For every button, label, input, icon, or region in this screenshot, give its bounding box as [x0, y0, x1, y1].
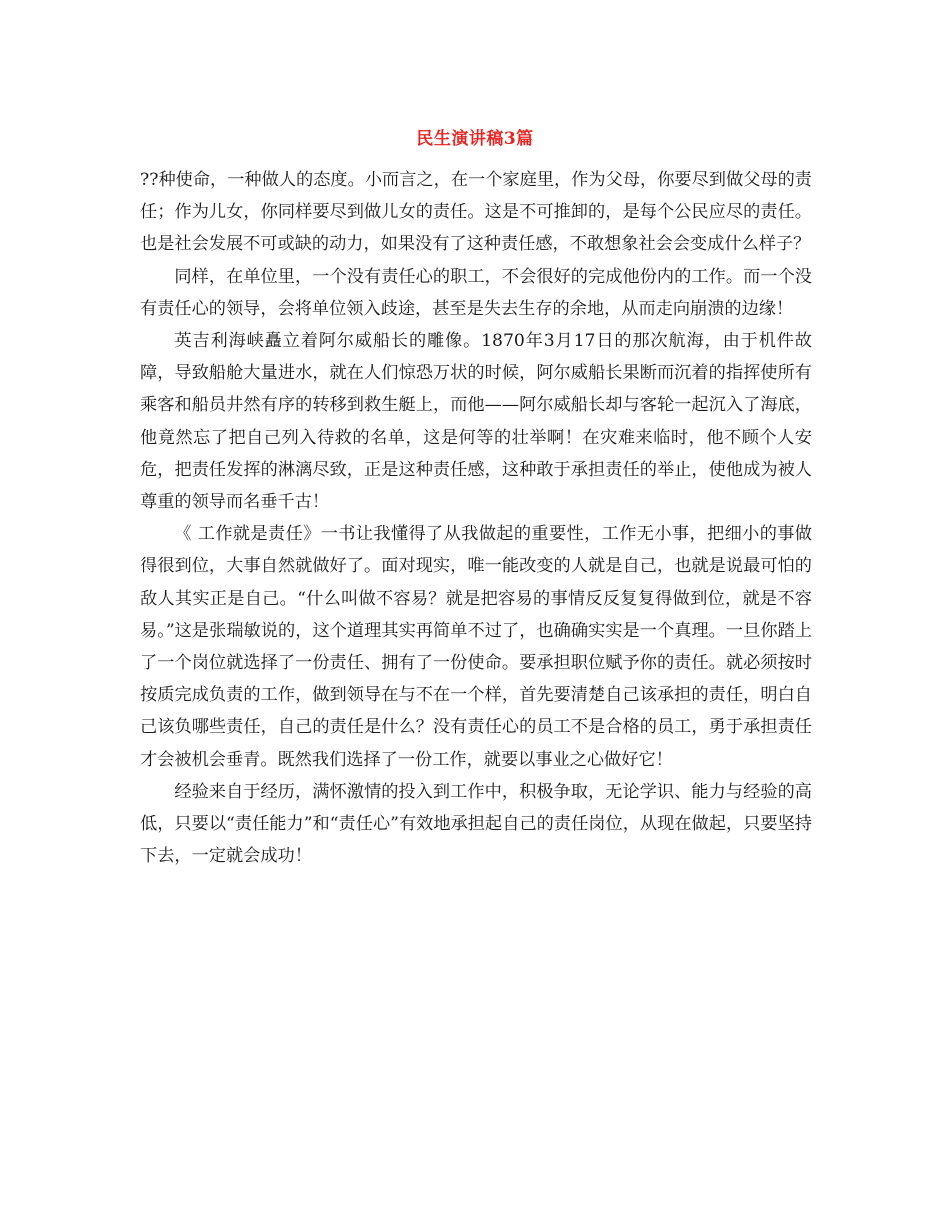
- paragraph: 同样，在单位里，一个没有责任心的职工，不会很好的完成他份内的工作。而一个没有责任心的领导，会将单位领入歧途，甚至是失去生存的余地，从而走向崩溃的边缘！: [140, 266, 812, 319]
- paragraph: 英吉利海峡矗立着阿尔威船长的雕像。1870年3月17日的那次航海，由于机件故障，导致船舱大量进水，就在人们惊恐万状的时候，阿尔威船长果断而沉着的指挥使所有乘客和船员井然有序的转移到救生艇上，而他——阿尔威船长却与客轮一起沉入了海底，他竟然忘了把自己列入待救的名单，这是何等的壮举啊！在灾难来临时，他不顾个人安危，把责任发挥的淋漓尽致，正是这种责任感，这种敢于承担责任的举止，使他成为被人尊重的领导而名垂千古！: [140, 331, 812, 513]
- document-title: 民生演讲稿3篇: [416, 129, 534, 149]
- paragraph: ??种使命，一种做人的态度。小而言之，在一个家庭里，作为父母，你要尽到做父母的责任；作为儿女，你同样要尽到做儿女的责任。这是不可推卸的，是每个公民应尽的责任。也是社会发展不可或缺的动力，如果没有了这种责任感，不敢想象社会会变成什么样子？: [140, 170, 812, 255]
- paragraph: 经验来自于经历，满怀激情的投入到工作中，积极争取，无论学识、能力与经验的高低，只要以“责任能力”和“责任心”有效地承担起自己的责任岗位，从现在做起，只要坚持下去，一定就会成功！: [140, 781, 812, 867]
- document-body: [140, 164, 812, 872]
- paragraph: 《 工作就是责任》一书让我懂得了从我做起的重要性，工作无小事，把细小的事做得很到位，大事自然就做好了。面对现实，唯一能改变的人就是自己，也就是说最可怕的敌人其实正是自己。“什么叫做不容易？就是把容易的事情反反复复得做到位，就是不容易。”这是张瑞敏说的，这个道理其实再简单不过了，也确确实实是一个真理。一旦你踏上了一个岗位就选择了一份责任、拥有了一份使命。要承担职位赋予你的责任。就必须按时按质完成负责的工作，做到领导在与不在一个样，首先要清楚自己该承担的责任，明白自己该负哪些责任，自己的责任是什么？没有责任心的员工不是合格的员工，勇于承担责任才会被机会垂青。既然我们选择了一份工作，就要以事业之心做好它！: [140, 524, 812, 770]
